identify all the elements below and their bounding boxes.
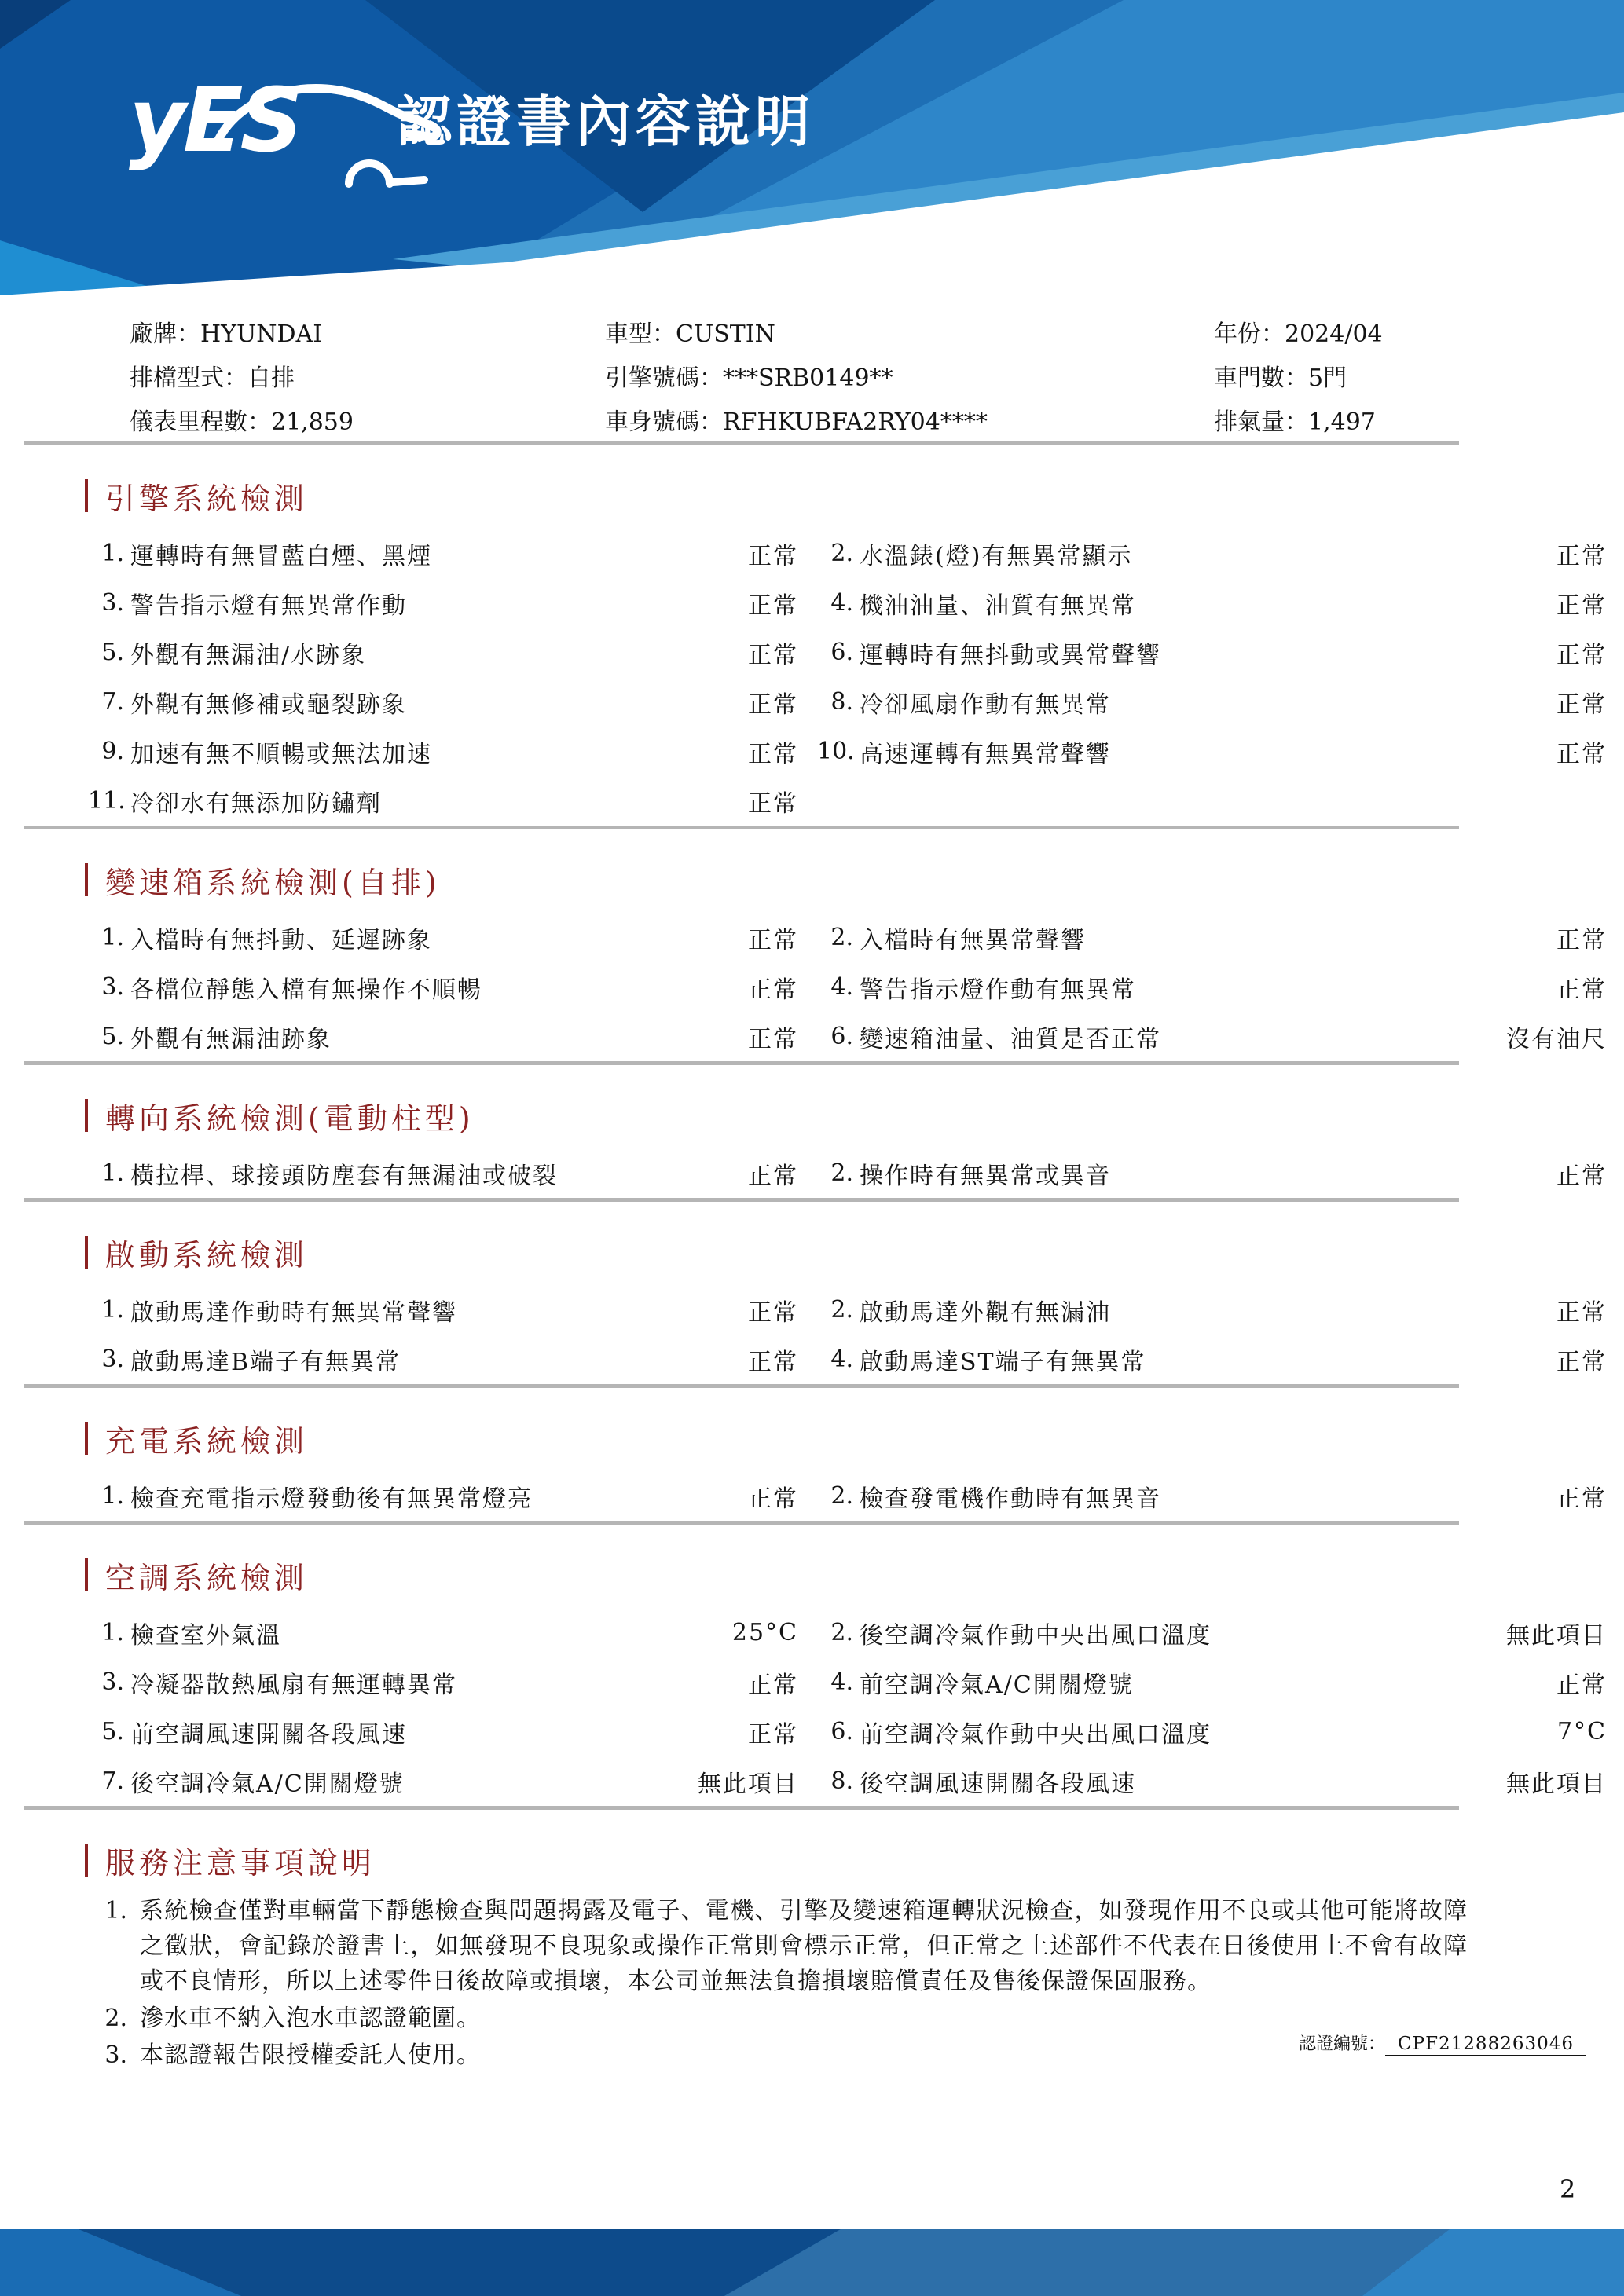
inspection-row <box>0 962 1624 1012</box>
info-value: 21,859 <box>271 408 354 436</box>
item-number: 1. <box>101 924 124 951</box>
item-number: 7. <box>101 688 124 716</box>
section-title: 充電系統檢測 <box>105 1423 309 1459</box>
info-label: 排檔型式 <box>130 364 224 392</box>
info-value: 自排 <box>247 364 295 392</box>
item-number: 2. <box>830 1482 853 1510</box>
section-accent-bar <box>85 1236 88 1269</box>
item-number: 1. <box>101 1482 124 1510</box>
info-label: 車型 <box>605 320 652 348</box>
inspection-row <box>0 1335 1624 1384</box>
section-accent-bar <box>85 479 88 512</box>
item-label: 水溫錶(燈)有無異常顯示 <box>860 542 1133 570</box>
item-number: 10. <box>817 738 855 765</box>
item-label: 加速有無不順暢或無法加速 <box>130 740 432 768</box>
section-header <box>85 1419 1624 1457</box>
item-number: 1. <box>101 1619 124 1646</box>
page-number: 2 <box>1560 2174 1576 2204</box>
section-header <box>85 861 1624 899</box>
item-label: 外觀有無修補或龜裂跡象 <box>130 690 407 719</box>
item-label: 外觀有無漏油跡象 <box>130 1025 332 1053</box>
info-colon: ： <box>247 408 271 436</box>
item-value: 正常 <box>1556 641 1607 669</box>
section-header <box>85 477 1624 514</box>
section-divider <box>24 441 1459 445</box>
item-value: 正常 <box>1556 976 1607 1004</box>
vehicle-info-row <box>0 309 1624 353</box>
inspection-row <box>0 1608 1624 1657</box>
item-label: 後空調風速開關各段風速 <box>860 1770 1136 1798</box>
info-colon: ： <box>652 320 676 348</box>
item-label: 啟動馬達ST端子有無異常 <box>860 1348 1146 1376</box>
item-number: 4. <box>830 1346 853 1373</box>
item-label: 後空調冷氣作動中央出風口溫度 <box>860 1621 1212 1650</box>
info-colon: ： <box>1285 364 1308 392</box>
vehicle-info-cell <box>605 314 1214 349</box>
item-value: 正常 <box>1556 1671 1607 1699</box>
info-colon: ： <box>699 364 723 392</box>
item-value: 正常 <box>748 641 798 669</box>
item-number: 1. <box>101 1159 124 1187</box>
info-label: 車門數 <box>1214 364 1285 392</box>
page-title: 認證書內容說明 <box>397 90 815 154</box>
info-label: 引擎號碼 <box>605 364 699 392</box>
vehicle-info-cell <box>130 358 605 393</box>
footer-banner-graphic <box>0 2229 1624 2296</box>
item-value: 正常 <box>748 690 798 719</box>
item-number: 3. <box>101 1668 124 1696</box>
item-number: 8. <box>830 1767 853 1795</box>
info-value: RFHKUBFA2RY04**** <box>723 408 988 436</box>
item-label: 機油油量、油質有無異常 <box>860 591 1136 620</box>
item-value: 正常 <box>748 740 798 768</box>
item-label: 前空調冷氣A/C開關燈號 <box>860 1671 1134 1699</box>
item-label: 前空調風速開關各段風速 <box>130 1720 407 1749</box>
vehicle-info-cell <box>1214 314 1624 349</box>
inspection-row <box>0 628 1624 677</box>
info-label: 儀表里程數 <box>130 408 247 436</box>
item-label: 冷卻風扇作動有無異常 <box>860 690 1111 719</box>
info-colon: ： <box>1285 408 1308 436</box>
section-header <box>85 1556 1624 1594</box>
item-label: 各檔位靜態入檔有無操作不順暢 <box>130 976 482 1004</box>
item-number: 3. <box>101 1346 124 1373</box>
info-label: 車身號碼 <box>605 408 699 436</box>
inspection-row <box>0 1285 1624 1335</box>
item-number: 5. <box>101 1023 124 1050</box>
item-number: 6. <box>830 639 853 666</box>
item-value: 正常 <box>748 1720 798 1749</box>
note-number: 1. <box>104 1897 127 1924</box>
section-accent-bar <box>85 1558 88 1591</box>
section-title: 服務注意事項說明 <box>105 1845 376 1880</box>
item-value: 7°C <box>1556 1718 1607 1745</box>
service-note <box>0 1893 1624 1999</box>
item-number: 9. <box>101 738 124 765</box>
note-text: 系統檢查僅對車輛當下靜態檢查與問題揭露及電子、電機、引擎及變速箱運轉狀況檢查，如發現作用不良或其他可能將故障之徵狀，會記錄於證書上，如無發現不良現象或操作正常則會標示正常，但正常之上述部件不代表在日後使用上不會有故障或不良情形，所以上述零件日後故障或損壞，本公司並無法負擔損壞賠償責任及售後保證保固服務。 <box>140 1897 1468 1995</box>
section-divider <box>24 1061 1459 1065</box>
info-value: HYUNDAI <box>200 320 323 348</box>
section-title: 啟動系統檢測 <box>105 1237 309 1273</box>
item-value: 正常 <box>1556 1162 1607 1190</box>
section-accent-bar <box>85 1844 88 1877</box>
inspection-row <box>0 578 1624 628</box>
item-number: 4. <box>830 973 853 1001</box>
vehicle-info-row <box>0 353 1624 397</box>
item-value: 正常 <box>1556 591 1607 620</box>
note-number: 3. <box>104 2041 127 2069</box>
info-value: CUSTIN <box>676 320 775 348</box>
vehicle-info-cell <box>605 358 1214 393</box>
item-label: 入檔時有無異常聲響 <box>860 926 1086 954</box>
item-label: 啟動馬達外觀有無漏油 <box>860 1298 1111 1327</box>
section-title: 轉向系統檢測(電動柱型) <box>105 1100 475 1136</box>
item-value: 正常 <box>748 1298 798 1327</box>
item-label: 運轉時有無冒藍白煙、黑煙 <box>130 542 432 570</box>
certificate-number-value: CPF21288263046 <box>1385 2034 1586 2056</box>
item-label: 檢查充電指示燈發動後有無異常燈亮 <box>130 1485 533 1513</box>
yes-logo-text: yES <box>129 70 301 172</box>
section-header <box>85 1841 1624 1879</box>
inspection-row <box>0 913 1624 962</box>
section-header <box>85 1097 1624 1134</box>
section-title: 變速箱系統檢測(自排) <box>105 865 441 900</box>
certificate-number-label: 認證編號： <box>1298 2034 1385 2054</box>
info-value: 5門 <box>1308 364 1347 392</box>
info-colon: ： <box>1261 320 1285 348</box>
info-value: 1,497 <box>1308 408 1376 436</box>
inspection-row <box>0 1707 1624 1756</box>
section-header <box>85 1233 1624 1271</box>
info-colon: ： <box>699 408 723 436</box>
note-number: 2. <box>104 2005 127 2032</box>
vehicle-info-cell <box>1214 402 1624 437</box>
certificate-number <box>1299 2031 1586 2055</box>
item-value: 無此項目 <box>698 1770 798 1798</box>
item-label: 運轉時有無抖動或異常聲響 <box>860 641 1161 669</box>
item-value: 無此項目 <box>1506 1621 1607 1650</box>
vehicle-info-row <box>0 397 1624 441</box>
item-value: 正常 <box>1556 1298 1607 1327</box>
info-label: 廠牌 <box>130 320 177 348</box>
inspection-row <box>0 1471 1624 1521</box>
item-number: 4. <box>830 1668 853 1696</box>
item-number: 3. <box>101 973 124 1001</box>
info-colon: ： <box>224 364 247 392</box>
item-number: 2. <box>830 540 853 567</box>
inspection-row <box>0 677 1624 727</box>
info-colon: ： <box>177 320 200 348</box>
item-label: 啟動馬達作動時有無異常聲響 <box>130 1298 457 1327</box>
vehicle-info-cell <box>130 402 605 437</box>
item-value: 正常 <box>748 926 798 954</box>
info-value: ***SRB0149** <box>723 364 893 392</box>
item-value: 正常 <box>748 976 798 1004</box>
item-value: 正常 <box>1556 1485 1607 1513</box>
item-label: 外觀有無漏油/水跡象 <box>130 641 367 669</box>
note-text: 本認證報告限授權委託人使用。 <box>140 2041 481 2069</box>
section-divider <box>24 1806 1459 1810</box>
inspection-row <box>0 1012 1624 1061</box>
item-label: 操作時有無異常或異音 <box>860 1162 1111 1190</box>
item-label: 前空調冷氣作動中央出風口溫度 <box>860 1720 1212 1749</box>
inspection-row <box>0 1756 1624 1806</box>
item-number: 1. <box>101 540 124 567</box>
item-value: 正常 <box>748 1025 798 1053</box>
vehicle-info-cell <box>130 314 605 349</box>
item-number: 4. <box>830 589 853 617</box>
item-label: 警告指示燈作動有無異常 <box>860 976 1136 1004</box>
item-value: 正常 <box>748 591 798 620</box>
item-label: 冷凝器散熱風扇有無運轉異常 <box>130 1671 457 1699</box>
item-number: 2. <box>830 924 853 951</box>
item-value: 正常 <box>1556 1348 1607 1376</box>
inspection-row <box>0 776 1624 826</box>
item-label: 高速運轉有無異常聲響 <box>860 740 1111 768</box>
item-value: 正常 <box>1556 926 1607 954</box>
item-value: 無此項目 <box>1506 1770 1607 1798</box>
section-title: 空調系統檢測 <box>105 1560 309 1595</box>
item-number: 6. <box>830 1023 853 1050</box>
section-divider <box>24 1521 1459 1525</box>
header <box>0 0 1624 298</box>
inspection-row <box>0 1657 1624 1707</box>
item-label: 啟動馬達B端子有無異常 <box>130 1348 401 1376</box>
info-label: 年份 <box>1214 320 1261 348</box>
item-value: 正常 <box>748 1671 798 1699</box>
item-number: 3. <box>101 589 124 617</box>
item-label: 冷卻水有無添加防鏽劑 <box>130 789 382 818</box>
section-title: 引擎系統檢測 <box>105 481 309 516</box>
item-number: 11. <box>88 787 126 815</box>
section-divider <box>24 1384 1459 1388</box>
item-label: 後空調冷氣A/C開關燈號 <box>130 1770 405 1798</box>
section-accent-bar <box>85 863 88 896</box>
vehicle-info-cell <box>1214 358 1624 393</box>
note-text: 滲水車不納入泡水車認證範圍。 <box>140 2005 481 2032</box>
inspection-row <box>0 1148 1624 1198</box>
item-value: 沒有油尺 <box>1506 1025 1607 1053</box>
inspection-row <box>0 529 1624 578</box>
item-label: 檢查室外氣溫 <box>130 1621 281 1650</box>
section-divider <box>24 826 1459 829</box>
item-number: 1. <box>101 1296 124 1324</box>
item-number: 2. <box>830 1296 853 1324</box>
vehicle-info-cell <box>605 402 1214 437</box>
item-value: 正常 <box>1556 740 1607 768</box>
item-label: 入檔時有無抖動、延遲跡象 <box>130 926 432 954</box>
item-label: 檢查發電機作動時有無異音 <box>860 1485 1161 1513</box>
item-number: 5. <box>101 639 124 666</box>
item-value: 正常 <box>748 542 798 570</box>
section-divider <box>24 1198 1459 1202</box>
item-label: 橫拉桿、球接頭防塵套有無漏油或破裂 <box>130 1162 558 1190</box>
item-value: 正常 <box>1556 542 1607 570</box>
item-value: 正常 <box>748 1348 798 1376</box>
item-value: 25°C <box>731 1619 798 1646</box>
item-number: 5. <box>101 1718 124 1745</box>
item-label: 變速箱油量、油質是否正常 <box>860 1025 1161 1053</box>
item-value: 正常 <box>748 789 798 818</box>
item-number: 2. <box>830 1619 853 1646</box>
item-number: 2. <box>830 1159 853 1187</box>
item-number: 6. <box>830 1718 853 1745</box>
section-accent-bar <box>85 1422 88 1455</box>
info-value: 2024/04 <box>1285 320 1383 348</box>
item-value: 正常 <box>748 1162 798 1190</box>
inspection-sections <box>0 441 1624 2073</box>
info-label: 排氣量 <box>1214 408 1285 436</box>
item-value: 正常 <box>1556 690 1607 719</box>
section-accent-bar <box>85 1099 88 1132</box>
item-value: 正常 <box>748 1485 798 1513</box>
item-number: 8. <box>830 688 853 716</box>
item-label: 警告指示燈有無異常作動 <box>130 591 407 620</box>
item-number: 7. <box>101 1767 124 1795</box>
inspection-row <box>0 727 1624 776</box>
